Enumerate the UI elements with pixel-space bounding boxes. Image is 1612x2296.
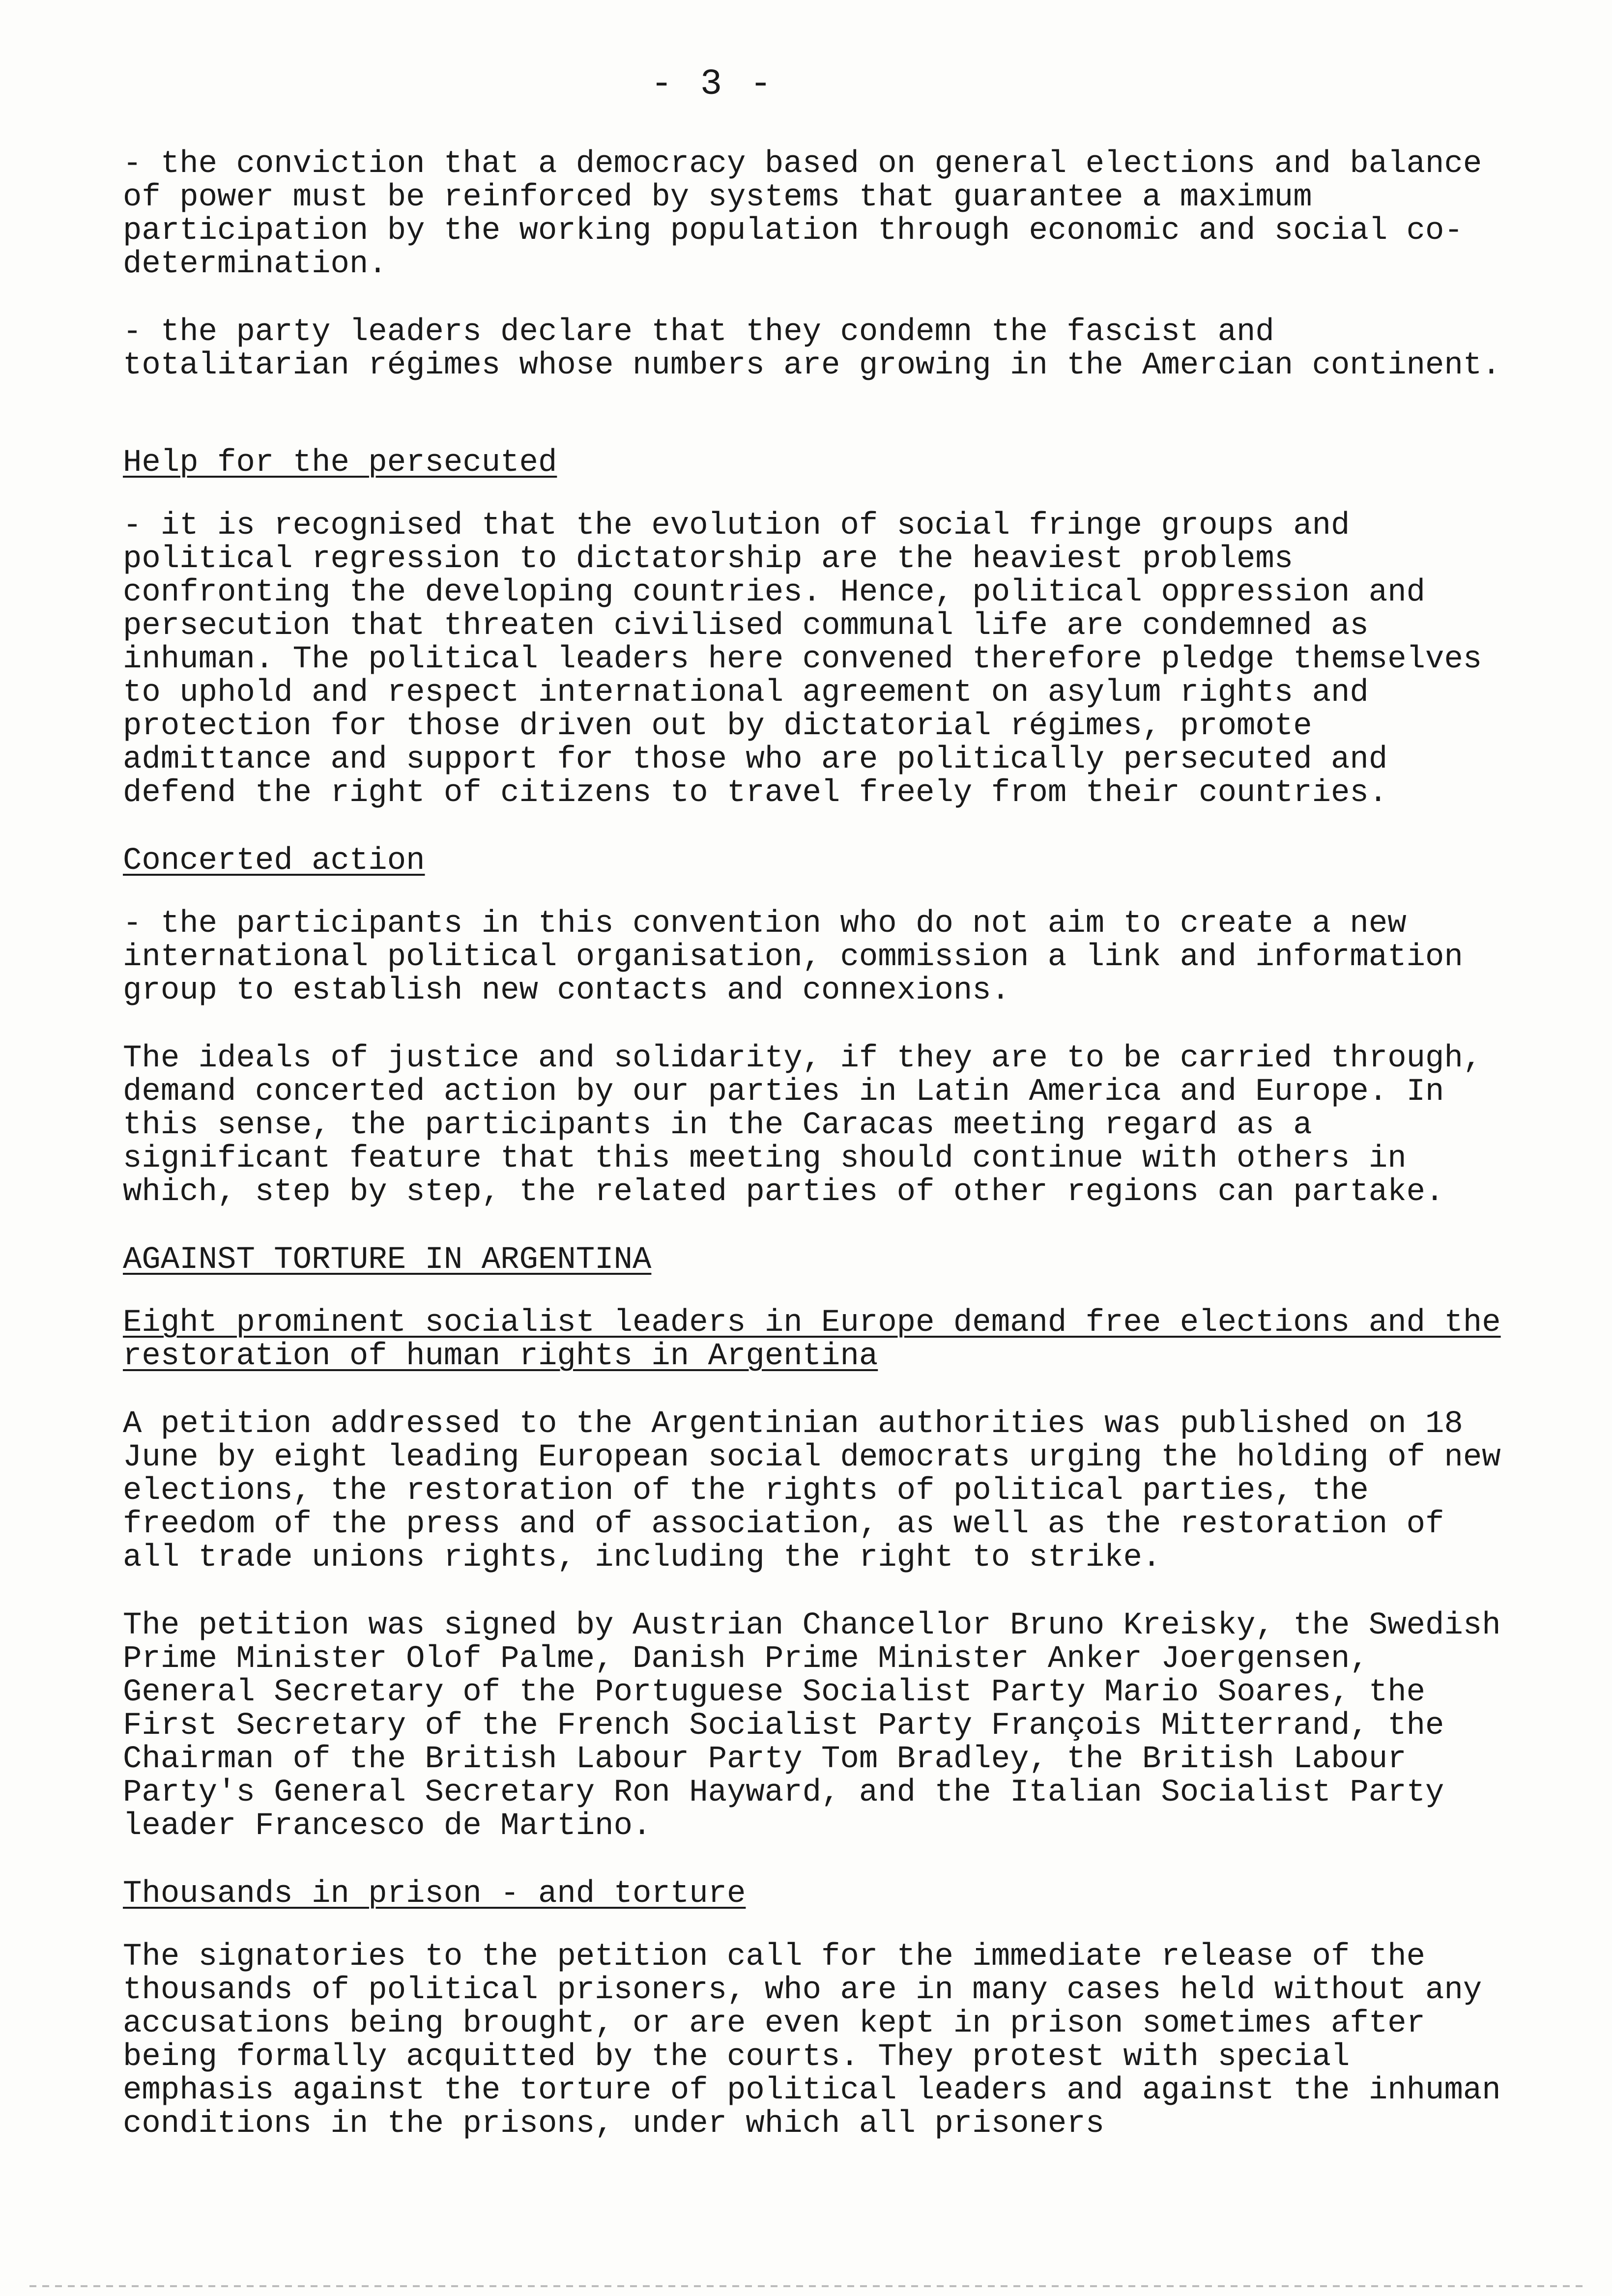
page-number: - 3 -: [650, 64, 775, 105]
heading-eight-leaders: Eight prominent socialist leaders in Europe demand free elections and the restoration of human rights in Argentina: [123, 1305, 1501, 1374]
paragraph-condemn-regimes: - the party leaders declare that they condemn the fascist and totalitarian régimes whose numbers are growing in the Amercian continent.: [123, 315, 1501, 383]
paragraph-signatories: The petition was signed by Austrian Chancellor Bruno Kreisky, the Swedish Prime Minister Olof Palme, Danish Prime Minister Anker Joergensen, General Secretary of the Portuguese Socialist Party Mario Soares, the First Secretary of the French Socialist Party François Mitterrand, the Chairman of the British Labour Party Tom Bradley, the British Labour Party's General Secretary Ron Hayward, and the Italian Socialist Party leader Francesco de Martino.: [123, 1608, 1501, 1844]
paragraph-release-prisoners: The signatories to the petition call for the immediate release of the thousands of political prisoners, who are in many cases held without any accusations being brought, or are even kept in prison sometimes after being formally acquitted by the courts. They protest with special emphasis against the torture of political leaders and against the inhuman conditions in the prisons, under which all prisoners: [123, 1939, 1501, 2142]
paragraph-petition: A petition addressed to the Argentinian authorities was published on 18 June by eight leading European social democrats urging the holding of new elections, the restoration of the rights of political parties, the freedom of the press and of association, as well as the restoration of all trade unions rights, including the right to strike.: [123, 1406, 1501, 1576]
paragraph-ideals-justice: The ideals of justice and solidarity, if they are to be carried through, demand concerted action by our parties in Latin America and Europe. In this sense, the participants in the Caracas meeting regard as a significant feature that this meeting should continue with others in which, step by step, the related parties of other regions can partake.: [123, 1041, 1482, 1210]
paragraph-democracy-conviction: - the conviction that a democracy based on general elections and balance of power must be reinforced by systems that guarantee a maximum participation by the working population through economic and social co-determination.: [123, 146, 1482, 282]
paragraph-persecution: - it is recognised that the evolution of social fringe groups and political regression to dictatorship are the heaviest problems confronting the developing countries. Hence, political oppression and persecution that threaten civilised communal life are condemned as inhuman. The political leaders here convened therefore pledge themselves to uphold and respect international agreement on asylum rights and protection for those driven out by dictatorial régimes, promote admittance and support for those who are politically persecuted and defend the right of citizens to travel freely from their countries.: [123, 508, 1482, 811]
paragraph-convention-participants: - the participants in this convention who do not aim to create a new international political organisation, commission a link and information group to establish new contacts and connexions.: [123, 906, 1463, 1008]
heading-help-persecuted: Help for the persecuted: [123, 445, 557, 481]
heading-thousands-in-prison: Thousands in prison - and torture: [123, 1876, 746, 1912]
document-body: [123, 147, 1509, 2175]
heading-concerted-action: Concerted action: [123, 843, 425, 879]
bottom-edge-rule: [29, 2285, 1583, 2287]
heading-against-torture: AGAINST TORTURE IN ARGENTINA: [123, 1242, 652, 1278]
